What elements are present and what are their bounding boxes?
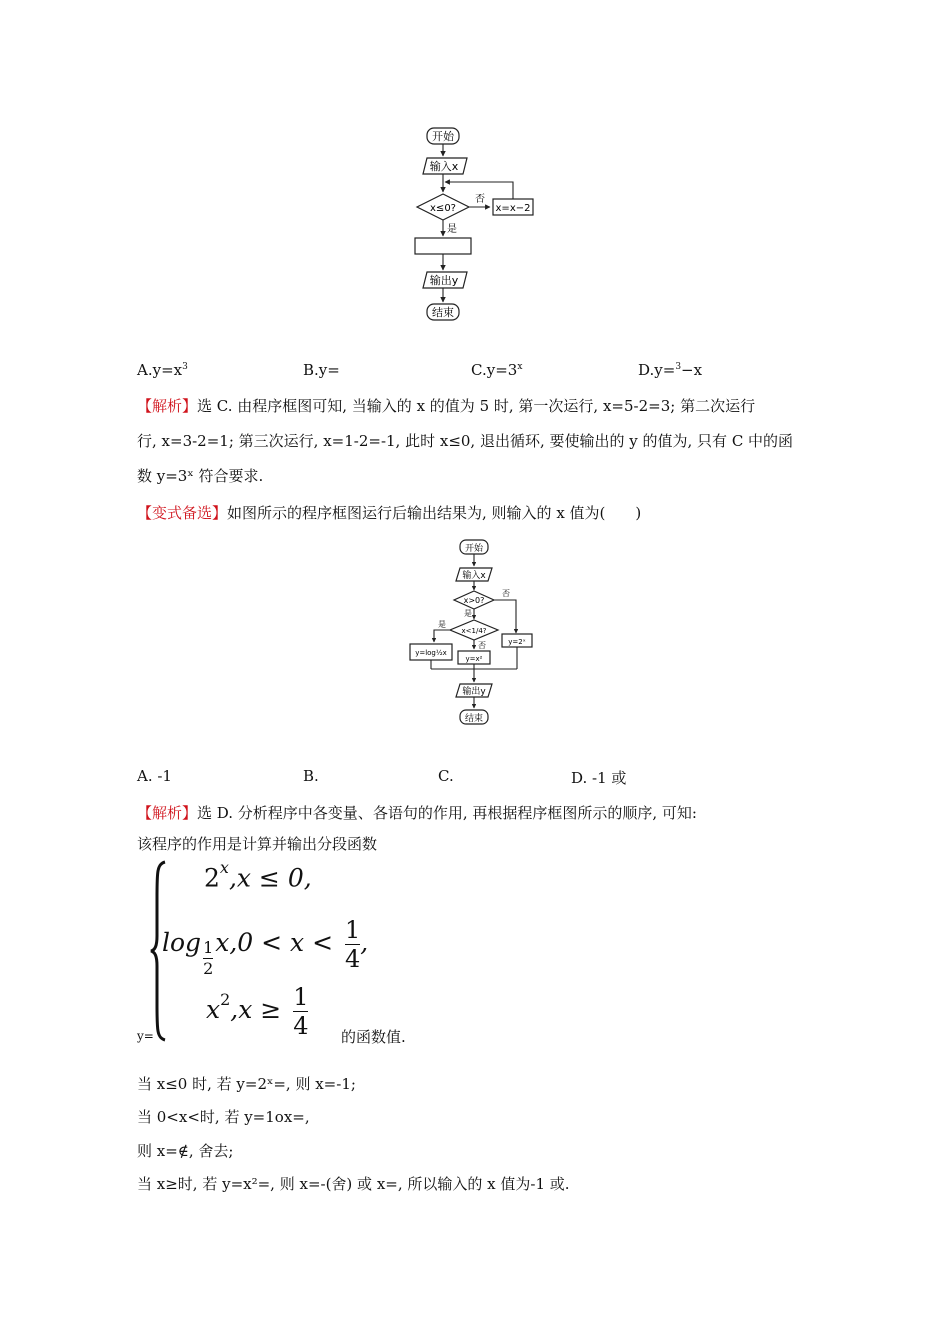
q2-analysis-line-2: 该程序的作用是计算并输出分段函数: [137, 835, 378, 853]
fc1-output-label: 输出y: [429, 274, 459, 287]
fc1-no-label: 否: [475, 194, 485, 205]
fc2-cond2-no-label: 否: [478, 641, 486, 650]
piecewise-row-1: $2^x,x \le 0$,: [204, 858, 312, 893]
fc2-log-label: y=log½x: [415, 649, 447, 657]
q1-option-c: $C.y=3^x$: [471, 361, 523, 379]
variant-tag: 【变式备选】: [137, 504, 228, 522]
fc1-end-label: 结束: [432, 306, 454, 319]
fc2-square-label: y=x²: [465, 655, 483, 663]
flowchart-2: [398, 536, 548, 728]
q1-analysis-line-3: 数 y=3ˣ 符合要求.: [137, 467, 264, 485]
fc1-input-label: 输入x: [429, 160, 459, 173]
fc2-cond1-no-label: 否: [502, 589, 510, 598]
flowchart-1: [405, 122, 545, 327]
q1-analysis-line-2: 行, x=3-2=1; 第三次运行, x=1-2=-1, 此时 x≤0, 退出循环, 要使输出的 y 的值为, 只有 C 中的函: [137, 432, 794, 450]
fc2-input-label: 输入x: [462, 571, 486, 581]
fc1-blank-process-node: [415, 238, 471, 254]
fc2-exp-label: y=2ˣ: [508, 638, 526, 646]
q1-analysis-line-1: 【解析】选 C. 由程序框图可知, 当输入的 x 的值为 5 时, 第一次运行, x=5-2=3; 第二次运行: [137, 397, 756, 415]
q1-option-a: $A.y=x^3$: [137, 361, 188, 379]
fc2-cond1-yes-label: 是: [464, 609, 472, 618]
fc2-end-label: 结束: [464, 714, 484, 724]
q1-option-d: D.y=$^3$−x: [638, 361, 703, 379]
piecewise-suffix: 的函数值.: [341, 1028, 406, 1046]
fc1-yes-label: 是: [447, 224, 457, 235]
q1-option-b: B.y=: [303, 361, 340, 379]
fc2-start-label: 开始: [464, 544, 484, 554]
fc2-cond1-label: x>0?: [463, 596, 485, 605]
fc1-condition-label: x≤0?: [430, 203, 456, 214]
q2-option-c: C.: [438, 767, 454, 785]
q2-option-d: D. -1 或: [571, 769, 627, 787]
fc1-update-label: x=x−2: [495, 203, 531, 214]
fc2-cond2-yes-label: 是: [438, 620, 446, 629]
q2-option-a: A. -1: [137, 767, 172, 785]
fc1-start-label: 开始: [432, 130, 454, 143]
fc2-cond2-label: x<1/4?: [461, 627, 487, 635]
q2-analysis-tag: 【解析】: [137, 804, 198, 822]
piecewise-y-label: y=: [137, 1029, 154, 1043]
q2-analysis-line-1: 【解析】选 D. 分析程序中各变量、各语句的作用, 再根据程序框图所示的顺序, 可知:: [137, 804, 697, 822]
q1-analysis-tag: 【解析】: [137, 397, 198, 415]
solution-line-1: 当 x≤0 时, 若 y=2ˣ=, 则 x=-1;: [137, 1075, 356, 1093]
solution-line-3: 则 x=∉, 舍去;: [137, 1142, 234, 1160]
fc2-output-label: 输出y: [462, 687, 486, 697]
solution-line-4: 当 x≥时, 若 y=x²=, 则 x=-(舍) 或 x=, 所以输入的 x 值为-1 或.: [137, 1175, 570, 1193]
piecewise-row-2: log $\frac{1}{2}$ x,0 < x < $\frac{1}{4}$ ,: [162, 916, 369, 978]
variant-question: 【变式备选】如图所示的程序框图运行后输出结果为, 则输入的 x 值为( ): [137, 504, 642, 522]
solution-line-2: 当 0<x<时, 若 y=1ox=,: [137, 1108, 310, 1126]
q2-option-b: B.: [303, 767, 319, 785]
piecewise-row-3: $x^2,x$ ≥ $\frac{1}{4}$: [206, 983, 309, 1040]
